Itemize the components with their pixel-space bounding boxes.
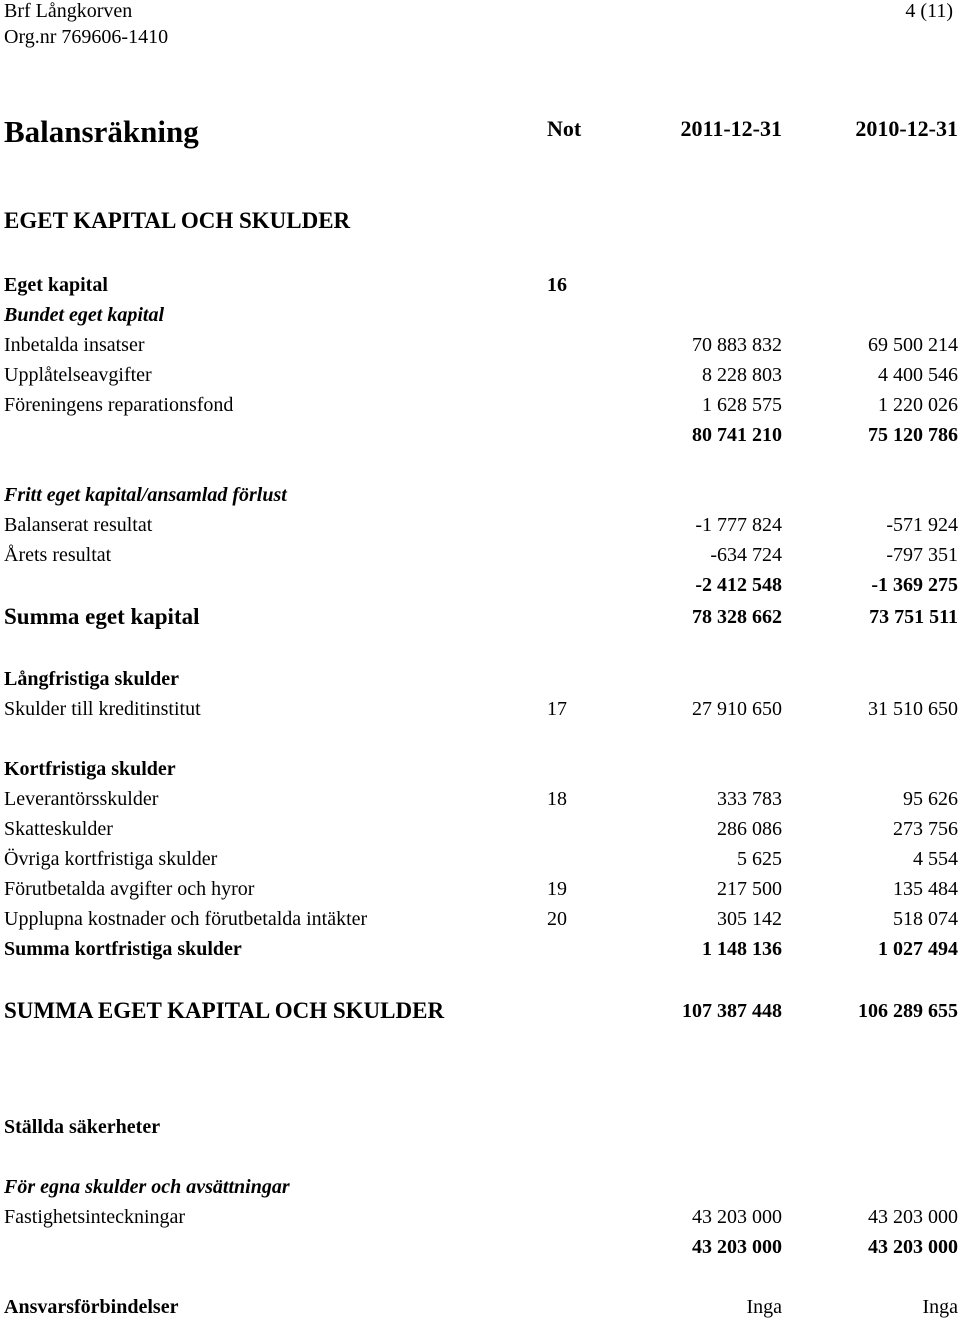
table-row	[0, 1113, 960, 1141]
row-label: Inbetalda insatser	[4, 334, 145, 356]
row-value-2010: -1 369 275	[871, 574, 958, 596]
row-label: Summa eget kapital	[4, 604, 200, 629]
row-value-2011: 107 387 448	[682, 1000, 782, 1022]
row-value-2010: 69 500 214	[868, 334, 958, 356]
row-label: Bundet eget kapital	[4, 304, 164, 326]
row-label: Långfristiga skulder	[4, 668, 180, 690]
page-number: 4 (11)	[905, 0, 953, 22]
table-row	[0, 785, 960, 813]
org-number: Org.nr 769606-1410	[4, 26, 169, 48]
row-note: 18	[547, 788, 567, 810]
row-label: Eget kapital	[4, 274, 108, 296]
table-row	[0, 391, 960, 419]
row-label: Övriga kortfristiga skulder	[4, 848, 218, 870]
row-value-2010: 43 203 000	[868, 1236, 958, 1258]
row-value-2010: 75 120 786	[868, 424, 958, 446]
row-label: Skatteskulder	[4, 818, 113, 840]
row-label: Ställda säkerheter	[4, 1116, 161, 1138]
row-note: 16	[547, 274, 567, 296]
row-value-2011: 305 142	[717, 908, 782, 930]
org-name: Brf Långkorven	[4, 0, 133, 22]
row-value-2011: 217 500	[717, 878, 782, 900]
column-header-2010: 2010-12-31	[855, 116, 958, 141]
row-value-2010: 273 756	[893, 818, 958, 840]
table-row	[0, 1203, 960, 1231]
row-label: Upplupna kostnader och förutbetalda intäkter	[4, 908, 368, 930]
table-row	[0, 875, 960, 903]
row-value-2010: Inga	[922, 1296, 958, 1318]
table-row	[0, 905, 960, 933]
grand-total-row	[0, 997, 960, 1025]
row-label: SUMMA EGET KAPITAL OCH SKULDER	[4, 998, 445, 1023]
row-note: 20	[547, 908, 567, 930]
row-label: Summa kortfristiga skulder	[4, 938, 242, 960]
row-value-2011: 70 883 832	[692, 334, 782, 356]
table-row	[0, 271, 960, 299]
row-value-2011: 43 203 000	[692, 1206, 782, 1228]
row-value-2010: -797 351	[886, 544, 958, 566]
row-label: För egna skulder och avsättningar	[4, 1176, 290, 1198]
table-row	[0, 1293, 960, 1321]
row-value-2011: 1 628 575	[702, 394, 782, 416]
row-label: Fritt eget kapital/ansamlad förlust	[4, 484, 287, 506]
row-value-2011: 8 228 803	[702, 364, 782, 386]
row-value-2011: 43 203 000	[692, 1236, 782, 1258]
table-row	[0, 361, 960, 389]
column-header-2011: 2011-12-31	[680, 116, 782, 141]
row-value-2011: 78 328 662	[692, 606, 782, 628]
row-value-2010: 135 484	[893, 878, 958, 900]
row-value-2011: -1 777 824	[695, 514, 782, 536]
row-value-2011: 5 625	[737, 848, 782, 870]
table-row	[0, 665, 960, 693]
row-label: Ansvarsförbindelser	[4, 1296, 179, 1318]
row-label: Föreningens reparationsfond	[4, 394, 234, 416]
row-value-2011: 333 783	[717, 788, 782, 810]
row-value-2010: 43 203 000	[868, 1206, 958, 1228]
row-label: Förutbetalda avgifter och hyror	[4, 878, 255, 900]
section-title: EGET KAPITAL OCH SKULDER	[4, 208, 351, 233]
page-title: Balansräkning	[4, 114, 199, 149]
table-row	[0, 481, 960, 509]
row-value-2011: -634 724	[710, 544, 782, 566]
row-note: 19	[547, 878, 567, 900]
table-row	[0, 301, 960, 329]
row-value-2011: 286 086	[717, 818, 782, 840]
row-label: Upplåtelseavgifter	[4, 364, 152, 386]
row-value-2011: 27 910 650	[692, 698, 782, 720]
row-value-2010: 518 074	[893, 908, 958, 930]
total-row	[0, 603, 960, 631]
table-row	[0, 331, 960, 359]
table-row	[0, 755, 960, 783]
row-note: 17	[547, 698, 567, 720]
row-label: Årets resultat	[4, 544, 112, 566]
row-value-2011: -2 412 548	[695, 574, 782, 596]
row-value-2010: 106 289 655	[858, 1000, 958, 1022]
subtotal-row	[0, 571, 960, 599]
row-label: Skulder till kreditinstitut	[4, 698, 201, 720]
row-label: Kortfristiga skulder	[4, 758, 176, 780]
table-row	[0, 845, 960, 873]
table-row	[0, 541, 960, 569]
row-value-2010: 4 400 546	[878, 364, 958, 386]
title-row	[0, 112, 960, 152]
row-value-2010: 31 510 650	[868, 698, 958, 720]
table-row	[0, 511, 960, 539]
row-value-2010: 73 751 511	[869, 606, 958, 628]
row-value-2010: 4 554	[913, 848, 958, 870]
table-row	[0, 815, 960, 843]
row-value-2010: 95 626	[903, 788, 958, 810]
table-row	[0, 1173, 960, 1201]
row-value-2011: 1 148 136	[702, 938, 782, 960]
total-row	[0, 935, 960, 963]
table-row	[0, 695, 960, 723]
row-label: Fastighetsinteckningar	[4, 1206, 186, 1228]
subtotal-row	[0, 1233, 960, 1261]
row-value-2010: -571 924	[886, 514, 958, 536]
row-value-2010: 1 027 494	[878, 938, 958, 960]
row-value-2011: Inga	[746, 1296, 782, 1318]
row-value-2011: 80 741 210	[692, 424, 782, 446]
subtotal-row	[0, 421, 960, 449]
row-label: Balanserat resultat	[4, 514, 153, 536]
row-label: Leverantörsskulder	[4, 788, 159, 810]
row-value-2010: 1 220 026	[878, 394, 958, 416]
column-header-note: Not	[547, 116, 582, 141]
